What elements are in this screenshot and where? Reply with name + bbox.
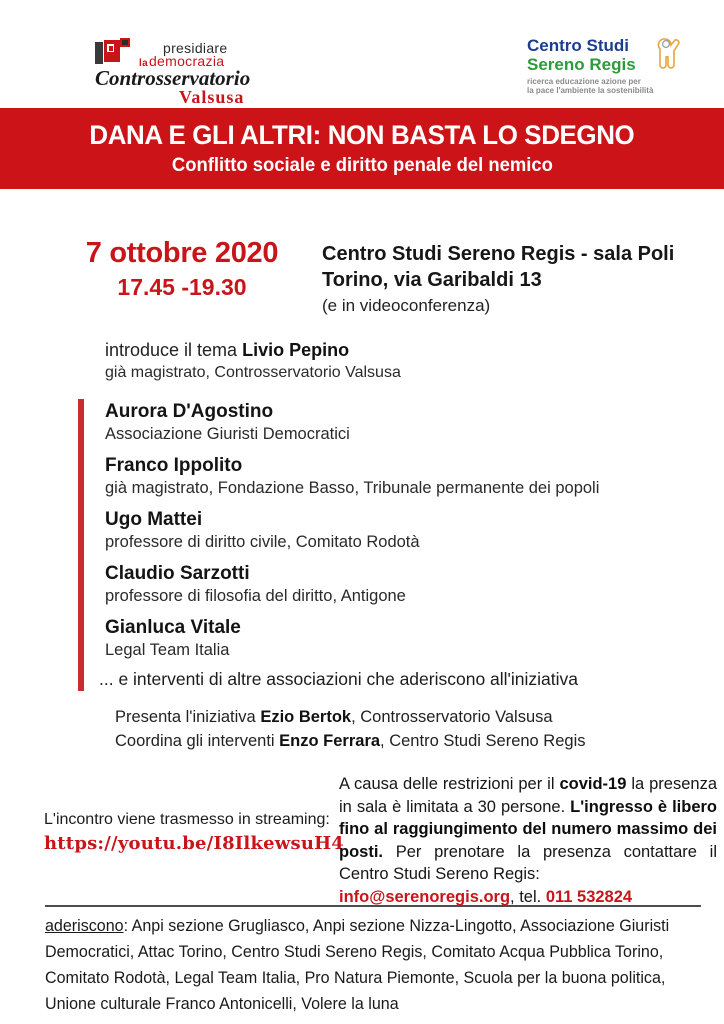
contact-email-link[interactable]: info@serenoregis.org [339,887,511,906]
adherents-block [45,913,724,1017]
speakers-accent-bar [78,399,84,691]
speakers-list [105,400,625,670]
speaker-name: Aurora D'Agostino [105,401,274,422]
speaker-affiliation: professore di diritto civile, Comitato Rodotà [105,533,420,551]
speaker-affiliation: Legal Team Italia [105,641,230,659]
presidiare-democrazia-icon [93,38,137,68]
speaker-affiliation: professore di filosofia del diritto, Antigone [105,587,406,605]
venue-note: (e in videoconferenza) [322,296,491,315]
venue-name: Centro Studi Sereno Regis - sala Poli [322,243,675,265]
speaker-item [105,400,625,444]
speaker-item [105,562,625,606]
speaker-item [105,508,625,552]
logo-word-democrazia: lademocrazia [139,53,225,69]
covid-notice: A causa delle restrizioni per il covid-19 la presenza in sala è limitata a 30 persone. L'ingresso è libero fino al raggiungimento del numero massimo dei posti. Per prenotare la presenza contattare il Centro Studi Sereno Regis: info@serenoregis.org, tel. 011 532824 [339,775,717,906]
covid-19-text: covid-19 [559,775,627,793]
adherents-text: aderiscono: Anpi sezione Grugliasco, Anpi sezione Nizza-Lingotto, Associazione Giuristi Democratici, Attac Torino, Centro Studi Sereno Regis, Comitato Acqua Pubblica Torino, Comitato Rodotà, Legal Team Italia, Pro Natura Piemonte, Scuola per la buona politica, Unione culturale Franco Antonicelli, Volere la luna [45,916,670,1013]
sereno-regis-logo [527,36,677,102]
organizers-block [115,705,586,753]
speaker-name: Ugo Mattei [105,509,203,530]
coordinator-name: Enzo Ferrara [279,732,381,750]
sereno-regis-figure-icon [655,36,681,76]
title-banner [0,108,724,189]
event-time: 17.45 -19.30 [117,274,247,300]
presenter-line: Presenta l'iniziativa Ezio Bertok, Controsservatorio Valsusa [115,708,553,726]
event-date: 7 ottobre 2020 [85,237,279,269]
divider-line [45,905,701,907]
event-subtitle: Conflitto sociale e diritto penale del nemico [171,155,553,176]
speaker-item [105,454,625,498]
logo-tagline: ricerca educazione azione per la pace l'ambiente la sostenibilità [527,77,654,95]
logo-controsservatorio-name: Controsservatorio [95,66,251,90]
youtube-streaming-link[interactable]: https://youtu.be/I8IlkewsuH4 [44,833,345,854]
streaming-label: L'incontro viene trasmesso in streaming: [44,811,330,828]
other-associations-line: ... e interventi di altre associazioni che aderiscono all'iniziativa [99,669,579,689]
streaming-block [44,811,345,854]
introduction-block [105,340,401,382]
introducer-name: Livio Pepino [242,340,350,360]
speaker-item [105,616,625,660]
speaker-affiliation: già magistrato, Fondazione Basso, Tribunale permanente dei popoli [105,479,600,497]
logo-centro-studi: Centro Studi [527,36,629,55]
logo-sereno-regis: Sereno Regis [527,55,636,74]
speaker-name: Gianluca Vitale [105,617,241,638]
logo-word-presidiare: presidiare [163,40,228,56]
speaker-affiliation: Associazione Giuristi Democratici [105,425,350,443]
contact-phone: 011 532824 [545,887,633,906]
venue-address: Torino, via Garibaldi 13 [322,269,542,291]
speaker-name: Claudio Sarzotti [105,563,250,584]
adherents-label: aderiscono [45,916,124,935]
speaker-name: Franco Ippolito [105,455,243,476]
date-time-block [42,237,322,301]
presenter-name: Ezio Bertok [260,708,352,726]
controsservatorio-logo [93,38,323,107]
coordinator-line: Coordina gli interventi Enzo Ferrara, Centro Studi Sereno Regis [115,732,586,750]
introduction-line: introduce il tema Livio Pepino [105,340,350,360]
venue-block [322,241,674,318]
event-title: DANA E GLI ALTRI: NON BASTA LO SDEGNO [89,120,635,150]
introducer-affiliation: già magistrato, Controsservatorio Valsusa [105,364,401,381]
logo-valsusa: Valsusa [179,87,245,107]
